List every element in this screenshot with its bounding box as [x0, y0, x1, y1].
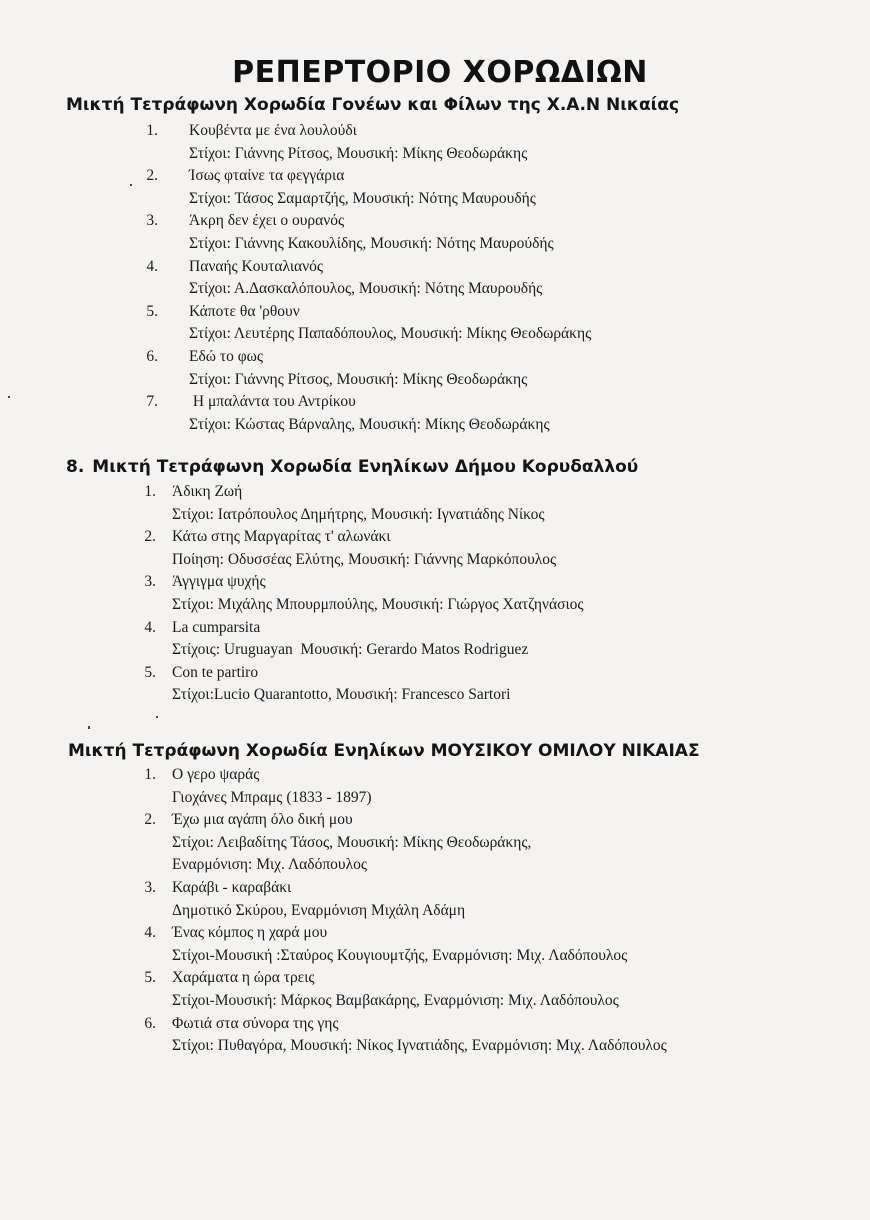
song-title: Con te partiro: [172, 663, 259, 681]
song-credit: Στίχοι: Τάσος Σαμαρτζής, Μουσική: Νότης Μαυρουδής: [189, 189, 536, 207]
choir-section-parents: [0, 94, 870, 436]
section-number: 8.: [66, 457, 85, 477]
song-number: 5.: [146, 302, 158, 320]
song-number: 1.: [144, 766, 156, 783]
song-number: 4.: [146, 257, 158, 275]
song-item: [0, 922, 870, 967]
song-number: 7.: [146, 393, 158, 411]
section-heading-text: Μικτή Τετράφωνη Χορωδία Ενηλίκων Δήμου Κορυδαλλού: [92, 457, 639, 477]
song-number: 5.: [144, 663, 156, 681]
song-title: Ένας κόμπος η χαρά μου: [172, 924, 328, 942]
song-list: [0, 120, 870, 436]
song-credit: Στίχοι: Λευτέρης Παπαδόπουλος, Μουσική: Μίκης Θεοδωράκης: [189, 325, 592, 343]
song-title: Κάτω στης Μαργαρίτας τ' αλωνάκι: [172, 528, 391, 546]
song-arrangement: Εναρμόνιση: Μιχ. Λαδόπουλος: [172, 856, 368, 874]
song-number: 3.: [144, 573, 156, 591]
section-heading: [0, 456, 870, 478]
song-title: Ο γερο ψαράς: [172, 766, 260, 783]
song-title: Κάποτε θα 'ρθουν: [189, 302, 300, 320]
song-item: [0, 481, 870, 526]
song-number: 2.: [146, 167, 158, 185]
song-item: [0, 165, 870, 210]
song-item: [0, 764, 870, 809]
song-number: 2.: [144, 528, 156, 546]
song-title: Φωτιά στα σύνορα της γης: [172, 1014, 339, 1032]
scan-speck: [130, 184, 132, 186]
song-number: 3.: [146, 212, 158, 230]
song-title: Καράβι - καραβάκι: [172, 878, 292, 896]
song-number: 2.: [144, 811, 156, 829]
song-title: Η μπαλάντα του Αντρίκου: [189, 393, 356, 411]
song-title: La cumparsita: [172, 618, 261, 636]
song-item: [0, 256, 870, 301]
song-item: [0, 617, 870, 662]
song-item: [0, 1013, 870, 1058]
song-credit: Δημοτικό Σκύρου, Εναρμόνιση Μιχάλη Αδάμη: [172, 901, 466, 919]
song-credit: Στίχοι: Πυθαγόρα, Μουσική: Νίκος Ιγνατιάδης, Εναρμόνιση: Μιχ. Λαδόπουλος: [172, 1037, 667, 1055]
choir-section-music-club: [0, 740, 870, 1058]
song-credit: Στίχοι: Μιχάλης Μπουρμπούλης, Μουσική: Γιώργος Χατζηνάσιος: [172, 595, 584, 613]
section-heading: [0, 740, 870, 762]
scan-speck: [88, 726, 90, 729]
song-item: [0, 120, 870, 165]
song-credit: Γιοχάνες Μπραμς (1833 - 1897): [172, 788, 372, 806]
song-credit: Στίχοι: Γιάννης Ρίτσος, Μουσική: Μίκης Θεοδωράκης: [189, 144, 528, 162]
song-credit: Στίχοι-Μουσική: Μάρκος Βαμβακάρης, Εναρμόνιση: Μιχ. Λαδόπουλος: [172, 991, 619, 1009]
scan-speck: [156, 716, 158, 718]
song-number: 3.: [144, 878, 156, 896]
section-heading: [0, 94, 870, 116]
song-item: [0, 346, 870, 391]
song-number: 6.: [144, 1014, 156, 1032]
song-title: Κουβέντα με ένα λουλούδι: [189, 122, 357, 139]
song-number: 6.: [146, 347, 158, 365]
scan-speck: [8, 396, 10, 398]
song-item: [0, 301, 870, 346]
song-title: Άκρη δεν έχει ο ουρανός: [189, 212, 345, 230]
song-credit: Στίχοι: Λειβαδίτης Τάσος, Μουσική: Μίκης Θεοδωράκης,: [172, 833, 532, 851]
song-number: 4.: [144, 618, 156, 636]
song-credit: Στίχοι: Ιατρόπουλος Δημήτρης, Μουσική: Ιγνατιάδης Νίκος: [172, 505, 545, 523]
song-title: Άδικη Ζωή: [172, 483, 243, 500]
song-item: [0, 967, 870, 1012]
song-number: 1.: [144, 483, 156, 500]
song-item: [0, 391, 870, 436]
song-number: 5.: [144, 969, 156, 987]
song-title: Εδώ το φως: [189, 347, 263, 365]
song-item: [0, 877, 870, 922]
song-credit: Ποίηση: Οδυσσέας Ελύτης, Μουσική: Γιάννης Μαρκόπουλος: [172, 550, 557, 568]
song-title: Παναής Κουταλιανός: [189, 257, 324, 275]
song-credit: Στίχοι:Lucio Quarantotto, Μουσική: Francesco Sartori: [172, 686, 511, 704]
song-credit: Στίχοι: Γιάννης Κακουλίδης, Μουσική: Νότης Μαυρούδής: [189, 234, 554, 252]
song-item: [0, 571, 870, 616]
section-heading-text: Μικτή Τετράφωνη Χορωδία Γονέων και Φίλων της Χ.Α.Ν Νικαίας: [66, 95, 680, 115]
choir-section-korydallos: [0, 456, 870, 707]
song-list: [0, 764, 870, 1058]
song-title: Χαράματα η ώρα τρεις: [172, 969, 315, 987]
page-title: ΡΕΠΕΡΤΟΡΙΟ ΧΟΡΩΔΙΩΝ: [232, 55, 648, 90]
section-heading-text: Μικτή Τετράφωνη Χορωδία Ενηλίκων ΜΟΥΣΙΚΟΥ ΟΜΙΛΟΥ ΝΙΚΑΙΑΣ: [68, 741, 700, 761]
song-item: [0, 210, 870, 255]
song-title: Ίσως φταίνε τα φεγγάρια: [189, 167, 345, 185]
song-credit: Στίχοι-Μουσική :Σταύρος Κουγιουμτζής, Εναρμόνιση: Μιχ. Λαδόπουλος: [172, 946, 628, 964]
song-list: [0, 481, 870, 707]
song-title: Άγγιγμα ψυχής: [172, 573, 266, 591]
song-title: Έχω μια αγάπη όλο δική μου: [172, 811, 353, 829]
song-credit: Στίχοι: Γιάννης Ρίτσος, Μουσική: Μίκης Θεοδωράκης: [189, 370, 528, 388]
song-credit: Στίχοις: Uruguayan Μουσική: Gerardo Matos Rodriguez: [172, 641, 529, 659]
song-number: 1.: [146, 122, 158, 139]
song-credit: Στίχοι: Α.Δασκαλόπουλος, Μουσική: Νότης Μαυρουδής: [189, 280, 543, 298]
song-item: [0, 809, 870, 877]
song-item: [0, 662, 870, 707]
song-number: 4.: [144, 924, 156, 942]
song-item: [0, 526, 870, 571]
song-credit: Στίχοι: Κώστας Βάρναλης, Μουσική: Μίκης Θεοδωράκης: [189, 415, 550, 433]
